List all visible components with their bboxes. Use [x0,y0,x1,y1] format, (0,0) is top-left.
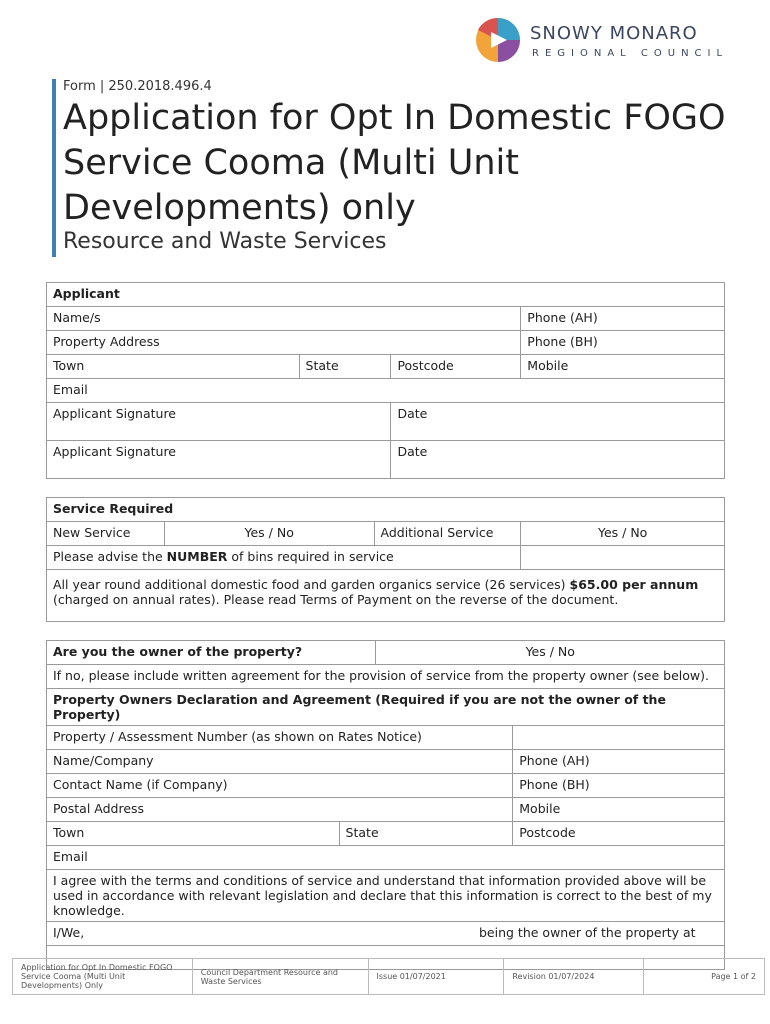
council-logo [474,16,729,66]
new-service-label: New Service [47,522,165,546]
iwe-label: I/We, [53,925,85,940]
assessment-number-field[interactable]: Property / Assessment Number (as shown on Rates Notice) [47,726,513,750]
title-accent-bar [52,79,56,257]
agreement-text: I agree with the terms and conditions of service and understand that information provided above will be used in accordance with relevant legislation and declare that this information is correct to the best of my knowledge. [47,870,725,922]
additional-service-label: Additional Service [374,522,521,546]
service-table [46,497,725,622]
owner-mobile-field[interactable]: Mobile [513,798,725,822]
bins-number-label: Please advise the NUMBER of bins required in service [47,546,521,570]
owner-email-field[interactable]: Email [47,846,725,870]
service-info: All year round additional domestic food and garden organics service (26 services) $65.00 per annum (charged on annual rates). Please read Terms of Payment on the reverse of the document. [47,570,725,622]
owner-phone-ah-field[interactable]: Phone (AH) [513,750,725,774]
owner-question: Are you the owner of the property? [47,641,376,665]
postal-address-field[interactable]: Postal Address [47,798,513,822]
date-field-1[interactable]: Date [391,403,725,441]
being-owner-label: being the owner of the property at [479,925,696,940]
form-number: Form | 250.2018.496.4 [63,79,212,94]
logo-sub: REGIONAL COUNCIL [532,48,729,59]
page-footer [12,958,765,995]
additional-service-yes-no[interactable]: Yes / No [521,522,725,546]
service-heading: Service Required [47,498,725,522]
town-field[interactable]: Town [47,355,300,379]
owner-statement-row[interactable] [47,922,725,946]
date-field-2[interactable]: Date [391,441,725,479]
logo-mark-icon [474,16,522,64]
owner-table [46,640,725,970]
owner-yes-no[interactable]: Yes / No [376,641,725,665]
owner-state-field[interactable]: State [339,822,513,846]
owner-phone-bh-field[interactable]: Phone (BH) [513,774,725,798]
name-company-field[interactable]: Name/Company [47,750,513,774]
footer-department: Council Department Resource and Waste Services [192,959,368,995]
logo-name: SNOWY MONARO [530,23,698,44]
names-field[interactable]: Name/s [47,307,521,331]
postcode-field[interactable]: Postcode [391,355,521,379]
mobile-field[interactable]: Mobile [521,355,725,379]
applicant-table [46,282,725,479]
footer-issue: Issue 01/07/2021 [368,959,504,995]
page-subtitle: Resource and Waste Services [63,229,387,254]
state-field[interactable]: State [299,355,391,379]
footer-revision: Revision 01/07/2024 [504,959,644,995]
page-title: Application for Opt In Domestic FOGO Service Cooma (Multi Unit Developments) only [63,98,726,228]
owner-town-field[interactable]: Town [47,822,340,846]
footer-page: Page 1 of 2 [644,959,765,995]
contact-name-field[interactable]: Contact Name (if Company) [47,774,513,798]
assessment-number-value[interactable] [513,726,725,750]
owner-note: If no, please include written agreement for the provision of service from the property owner (see below). [47,665,725,689]
property-address-field[interactable]: Property Address [47,331,521,355]
bins-number-field[interactable] [521,546,725,570]
email-field[interactable]: Email [47,379,725,403]
applicant-signature-field-1[interactable]: Applicant Signature [47,403,391,441]
declaration-heading: Property Owners Declaration and Agreement (Required if you are not the owner of the Property) [47,689,725,726]
phone-ah-field[interactable]: Phone (AH) [521,307,725,331]
applicant-signature-field-2[interactable]: Applicant Signature [47,441,391,479]
applicant-heading: Applicant [47,283,725,307]
owner-postcode-field[interactable]: Postcode [513,822,725,846]
footer-doc-title: Application for Opt In Domestic FOGO Service Cooma (Multi Unit Developments) Only [13,959,193,995]
phone-bh-field[interactable]: Phone (BH) [521,331,725,355]
new-service-yes-no[interactable]: Yes / No [164,522,374,546]
